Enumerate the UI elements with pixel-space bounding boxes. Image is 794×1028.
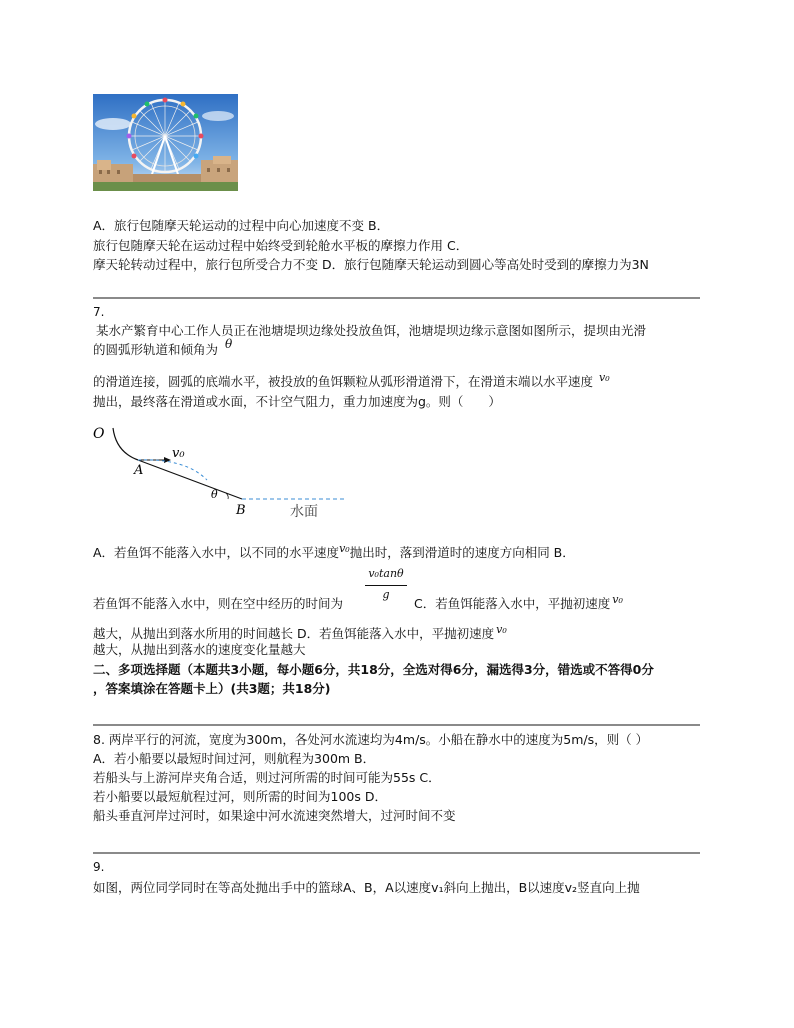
q6-option-line-1: A．旅行包随摩天轮运动的过程中向心加速度不变 B． [93,218,390,233]
section-header-cont: ，答案填涂在答题卡上）(共3题；共18分) [93,681,331,696]
q7-option-b: 若鱼饵不能落入水中，则在空中经历的时间为 [93,596,344,611]
q6-option-line-2: 旅行包随摩天轮在运动过程中始终受到轮舱水平板的摩擦力作用 C． [93,238,469,253]
q7-stem-text: 的圆弧形轨道和倾角为 [93,342,219,357]
label-A: A [134,463,144,478]
q7-option-c [414,593,623,613]
theta-symbol: θ [225,337,233,351]
q7-option-a [93,542,575,562]
q8-option-line: 若船头与上游河岸夹角合适，则过河所需的时间可能为55s C． [93,770,441,785]
fraction-numerator: v₀tanθ [368,567,404,580]
label-water: 水面 [290,504,318,520]
q7-option-c-cont [93,623,507,643]
q7-option-text: 抛出时，落到滑道时的速度方向相同 B． [349,545,575,560]
question-number: 9. [93,860,105,874]
fraction-denominator: g [382,588,390,601]
q7-option-text: 越大，从抛出到落水所用的时间越长 D．若鱼饵能落入水中，平抛初速度 [93,626,495,641]
fraction-bar [365,585,407,586]
divider [93,297,700,299]
ferris-wheel-photo [93,94,238,191]
q8-stem: 8. 两岸平行的河流，宽度为300m，各处河水流速均为4m/s。小船在静水中的速度为5m/s，则（ ） [93,732,649,747]
section-header: 二、多项选择题（本题共3小题，每小题6分，共18分，全选对得6分，漏选得3分，错选或不答得0分 [93,662,654,677]
v0-symbol: v₀ [612,593,623,606]
slope-diagram [90,420,350,525]
q7-option-text: A．若鱼饵不能落入水中，以不同的水平速度 [93,545,340,560]
q7-stem-line-4: 抛出，最终落在滑道或水面，不计空气阻力，重力加速度为g。则（ ） [93,394,501,409]
q7-stem-line-2 [93,337,233,358]
question-number: 7. [93,305,105,319]
label-v0: v₀ [172,446,185,461]
q8-option-line: A．若小船要以最短时间过河，则航程为300m B． [93,751,376,766]
q7-stem-text: 的滑道连接，圆弧的底端水平，被投放的鱼饵颗粒从弧形滑道滑下，在滑道末端以水平速度 [93,374,594,389]
q7-stem-line-3 [93,371,610,391]
q8-option-line: 船头垂直河岸过河时，如果途中河水流速突然增大，过河时间不变 [93,808,456,823]
v0-symbol: v₀ [599,371,610,384]
v0-symbol: v₀ [496,623,507,636]
q7-stem-line-1: 某水产繁育中心工作人员正在池塘堤坝边缘处投放鱼饵，池塘堤坝边缘示意图如图所示，提坝由光滑 [96,323,647,338]
label-B: B [236,503,246,518]
q9-stem: 如图，两位同学同时在等高处抛出手中的篮球A、B，A以速度v₁斜向上抛出，B以速度v₂竖直向上抛 [93,880,640,895]
q7-option-d-cont: 越大，从抛出到落水的速度变化量越大 [93,642,306,657]
q8-option-line: 若小船要以最短航程过河，则所需的时间为100s D． [93,789,387,804]
label-theta: θ [211,488,218,501]
label-O: O [93,426,105,442]
divider [93,724,700,726]
v0-symbol: v₀ [339,542,350,555]
divider [93,852,700,854]
q7-option-text: C．若鱼饵能落入水中，平抛初速度 [414,596,611,611]
q6-option-line-3: 摩天轮转动过程中，旅行包所受合力不变 D．旅行包随摩天轮运动到圆心等高处时受到的摩擦力为3N [93,257,649,272]
